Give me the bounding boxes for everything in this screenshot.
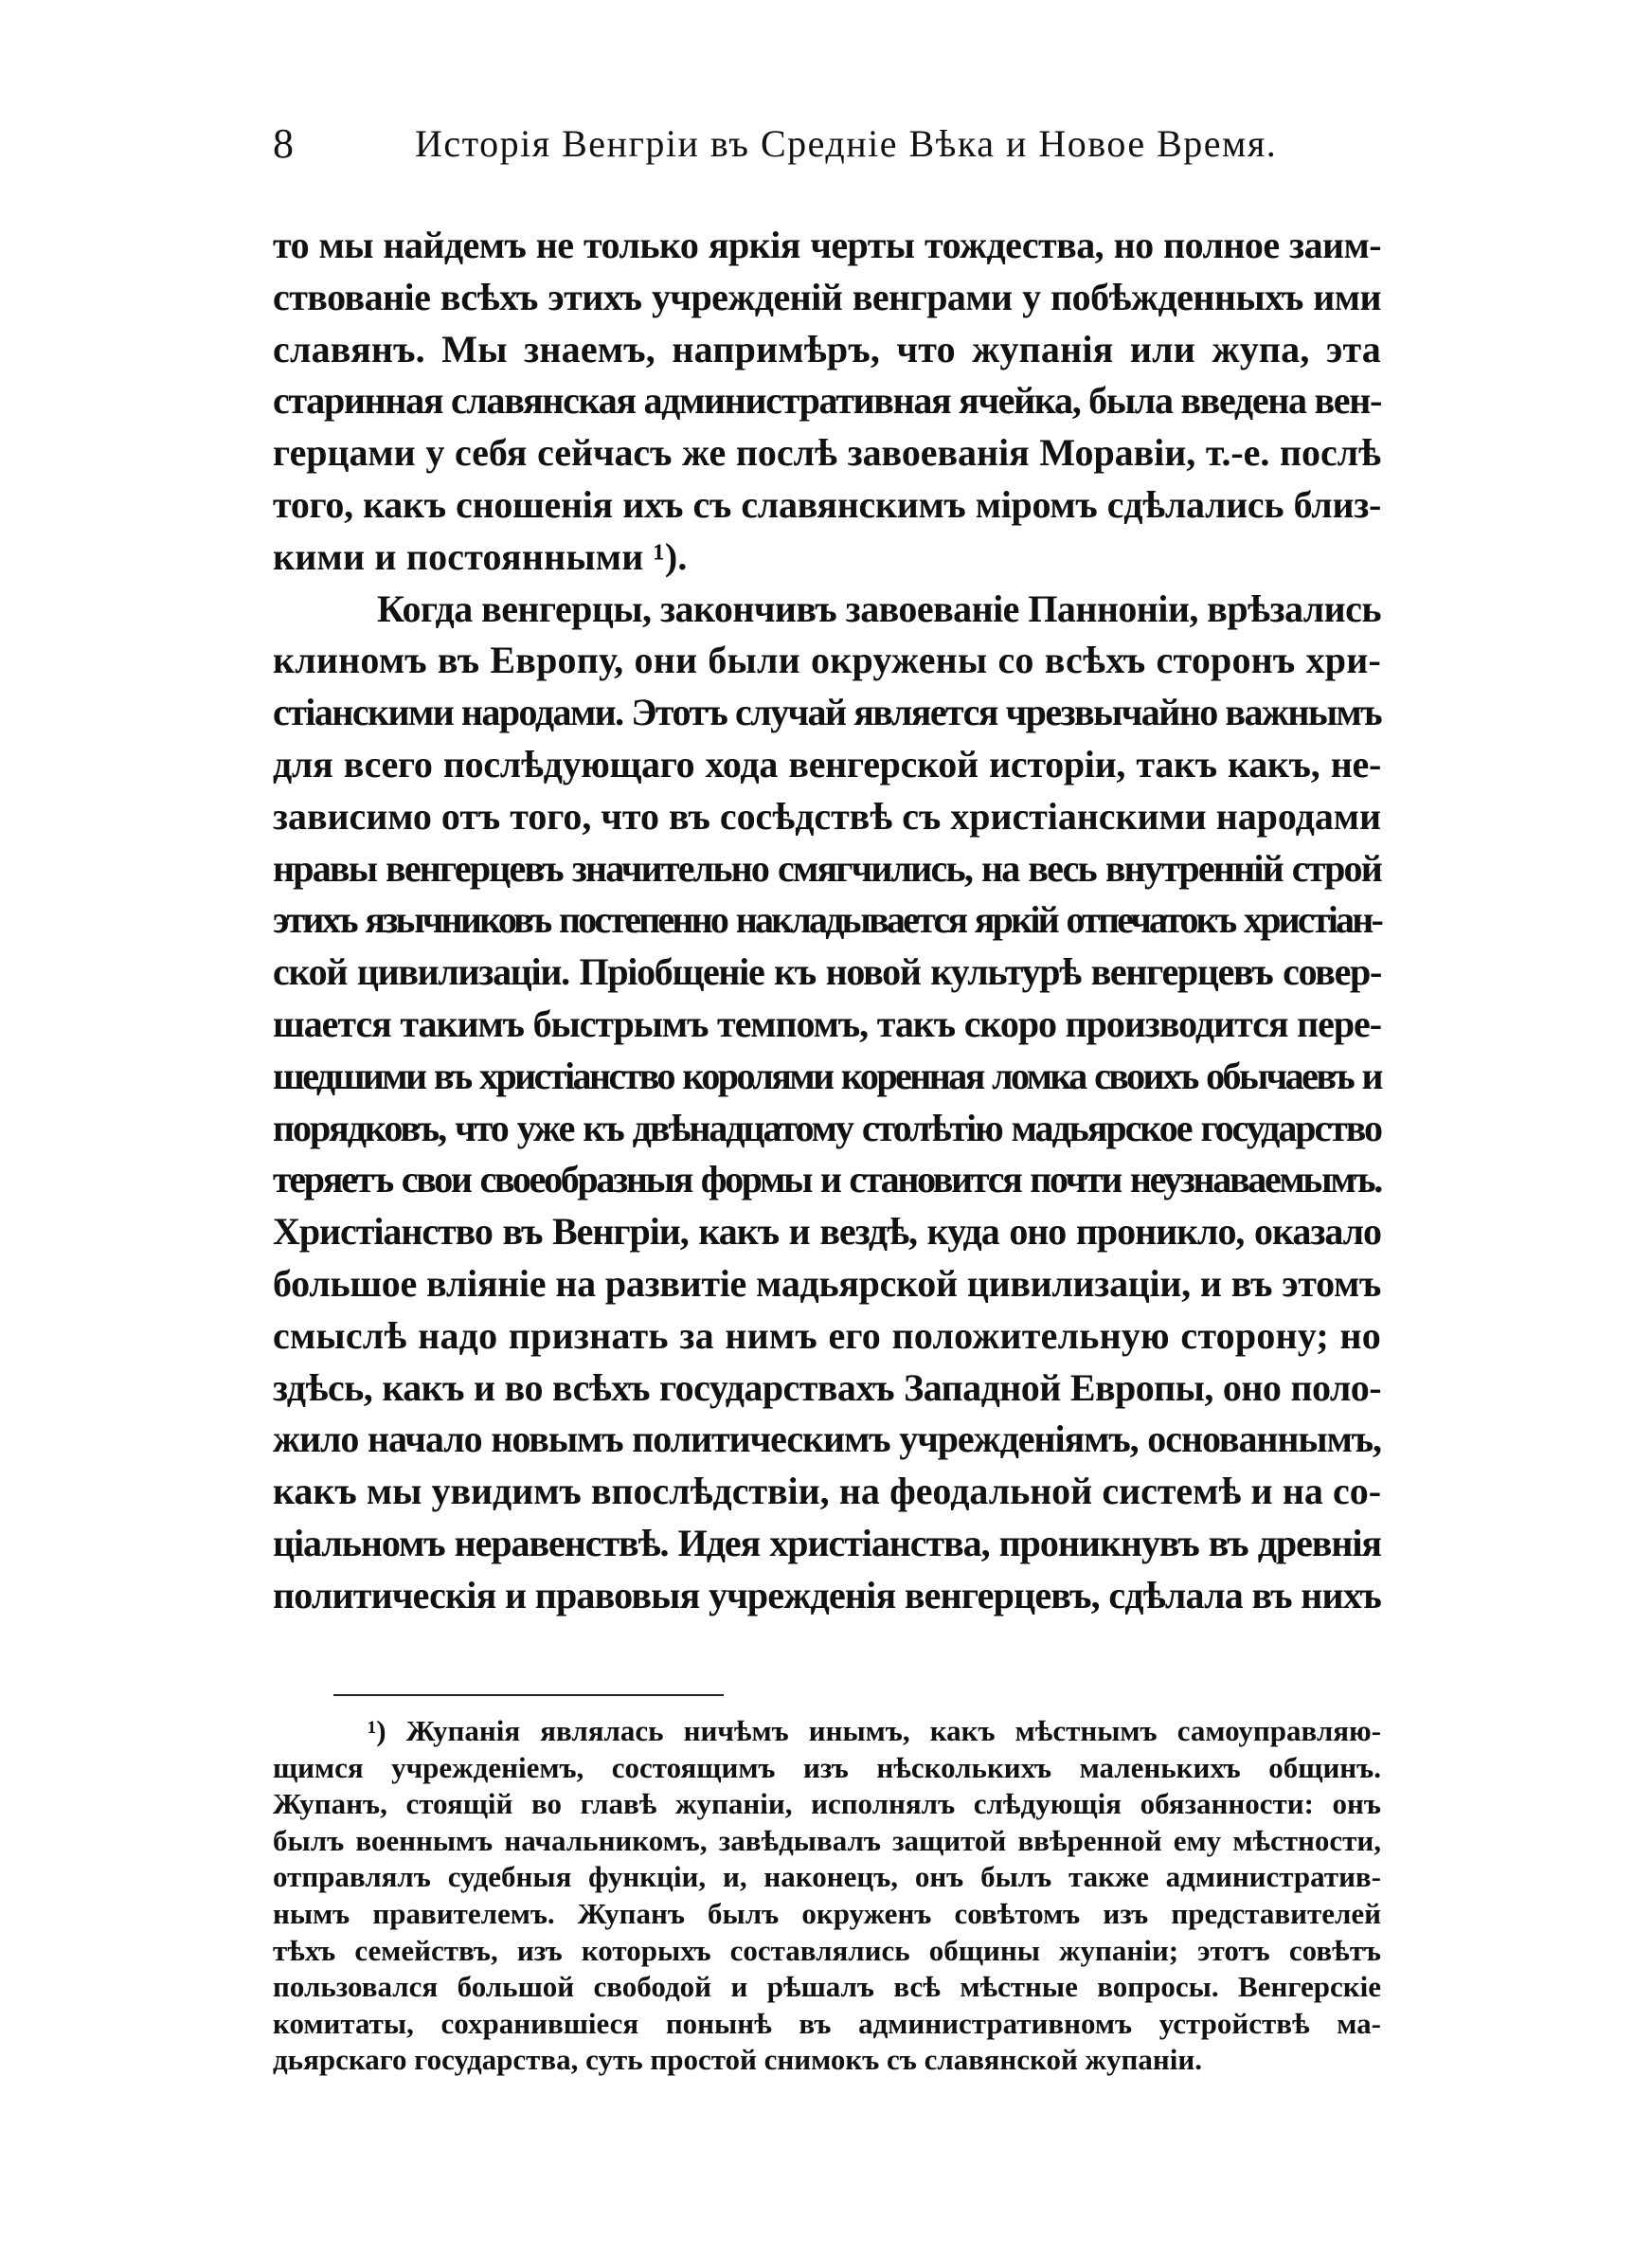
text-line: теряетъ свои своеобразныя формы и становится почти неузнаваемымъ. bbox=[273, 1158, 1381, 1201]
footnote-line: Жупанъ, стоящій во главѣ жупаніи, исполнялъ слѣдующія обязанности: онъ bbox=[273, 1787, 1381, 1821]
text-line: порядковъ, что уже къ двѣнадцатому столѣтію мадьярское государство bbox=[273, 1106, 1381, 1149]
footnote-divider bbox=[333, 1694, 724, 1696]
text-line: Когда венгерцы, закончивъ завоеваніе Панноніи, врѣзались bbox=[377, 587, 1381, 630]
text-line: здѣсь, какъ и во всѣхъ государствахъ Западной Европы, оно поло- bbox=[273, 1365, 1381, 1409]
footnote-line: щимся учрежденіемъ, состоящимъ изъ нѣсколькихъ маленькихъ общинъ. bbox=[273, 1750, 1381, 1784]
text-line: шается такимъ быстрымъ темпомъ, такъ скоро производится пере- bbox=[273, 1002, 1381, 1045]
text-line: славянъ. Мы знаемъ, напримѣръ, что жупанія или жупа, эта bbox=[273, 327, 1381, 370]
text-line: для всего послѣдующаго хода венгерской исторіи, такъ какъ, не- bbox=[273, 742, 1381, 785]
text-line: кими и постоянными ¹). bbox=[273, 534, 688, 578]
footnote-line: дьярскаго государства, суть простой снимокъ съ славянской жупаніи. bbox=[273, 2043, 1202, 2077]
text-line: этихъ язычниковъ постепенно накладывается яркій отпечатокъ христіан- bbox=[273, 898, 1381, 942]
text-line: ской цивилизаціи. Пріобщеніе къ новой культурѣ венгерцевъ совер- bbox=[273, 950, 1381, 994]
text-line: стіанскими народами. Этотъ случай является чрезвычайно важнымъ bbox=[273, 691, 1381, 734]
footnote-line: тѣхъ семействъ, изъ которыхъ составлялись общины жупаніи; этотъ совѣтъ bbox=[273, 1933, 1381, 1967]
text-line: нравы венгерцевъ значительно смягчились, на весь внутренній строй bbox=[273, 846, 1381, 890]
text-line: шедшими въ христіанство королями коренная ломка своихъ обычаевъ и bbox=[273, 1054, 1381, 1097]
text-line: того, какъ сношенія ихъ съ славянскимъ міромъ сдѣлались близ- bbox=[273, 482, 1381, 526]
footnote-line: пользовался большой свободой и рѣшалъ всѣ мѣстные вопросы. Венгерскіе bbox=[273, 1970, 1381, 2004]
footnote-line: былъ военнымъ начальникомъ, завѣдывалъ защитой ввѣренной ему мѣстности, bbox=[273, 1823, 1381, 1857]
main-text bbox=[273, 220, 1381, 1622]
text-line: ціальномъ неравенствѣ. Идея христіанства, проникнувъ въ древнія bbox=[273, 1521, 1381, 1564]
text-line: смыслѣ надо признать за нимъ его положительную сторону; но bbox=[273, 1313, 1381, 1357]
text-line: жило начало новымъ политическимъ учрежденіямъ, основаннымъ, bbox=[273, 1417, 1381, 1461]
text-line: Христіанство въ Венгріи, какъ и вездѣ, куда оно проникло, оказало bbox=[273, 1210, 1381, 1254]
text-line: большое вліяніе на развитіе мадьярской цивилизаціи, и въ этомъ bbox=[273, 1261, 1381, 1305]
text-line: старинная славянская административная ячейка, была введена вен- bbox=[273, 379, 1381, 423]
text-line: зависимо отъ того, что въ сосѣдствѣ съ христіанскими народами bbox=[273, 794, 1381, 838]
text-line: то мы найдемъ не только яркія черты тождества, но полное заим- bbox=[273, 224, 1381, 266]
page-number: 8 bbox=[273, 120, 294, 167]
footnote bbox=[273, 1713, 1381, 2079]
page-header bbox=[273, 116, 1278, 172]
footnote-line: комитаты, сохранившіеся понынѣ въ административномъ устройствѣ ма- bbox=[273, 2006, 1381, 2040]
text-line: герцами у себя сейчасъ же послѣ завоеванія Моравіи, т.-е. послѣ bbox=[273, 431, 1381, 475]
footnote-line: нымъ правителемъ. Жупанъ былъ окруженъ совѣтомъ изъ представителей bbox=[273, 1896, 1381, 1930]
text-line: политическія и правовыя учрежденія венгерцевъ, сдѣлала въ нихъ bbox=[273, 1573, 1381, 1616]
text-line: ствованіе всѣхъ этихъ учрежденій венграми у побѣжденныхъ ими bbox=[273, 275, 1381, 318]
running-title: Исторія Венгріи въ Средніе Вѣка и Новое Время. bbox=[415, 122, 1278, 165]
footnote-line: отправлялъ судебныя функціи, и, наконецъ, онъ былъ также административ- bbox=[273, 1860, 1381, 1894]
footnote-line: ¹) Жупанія являлась ничѣмъ инымъ, какъ мѣстнымъ самоуправляю- bbox=[368, 1714, 1381, 1747]
text-line: клиномъ въ Европу, они были окружены со всѣхъ сторонъ хри- bbox=[273, 639, 1381, 682]
text-line: какъ мы увидимъ впослѣдствіи, на феодальной системѣ и на со- bbox=[273, 1470, 1381, 1513]
